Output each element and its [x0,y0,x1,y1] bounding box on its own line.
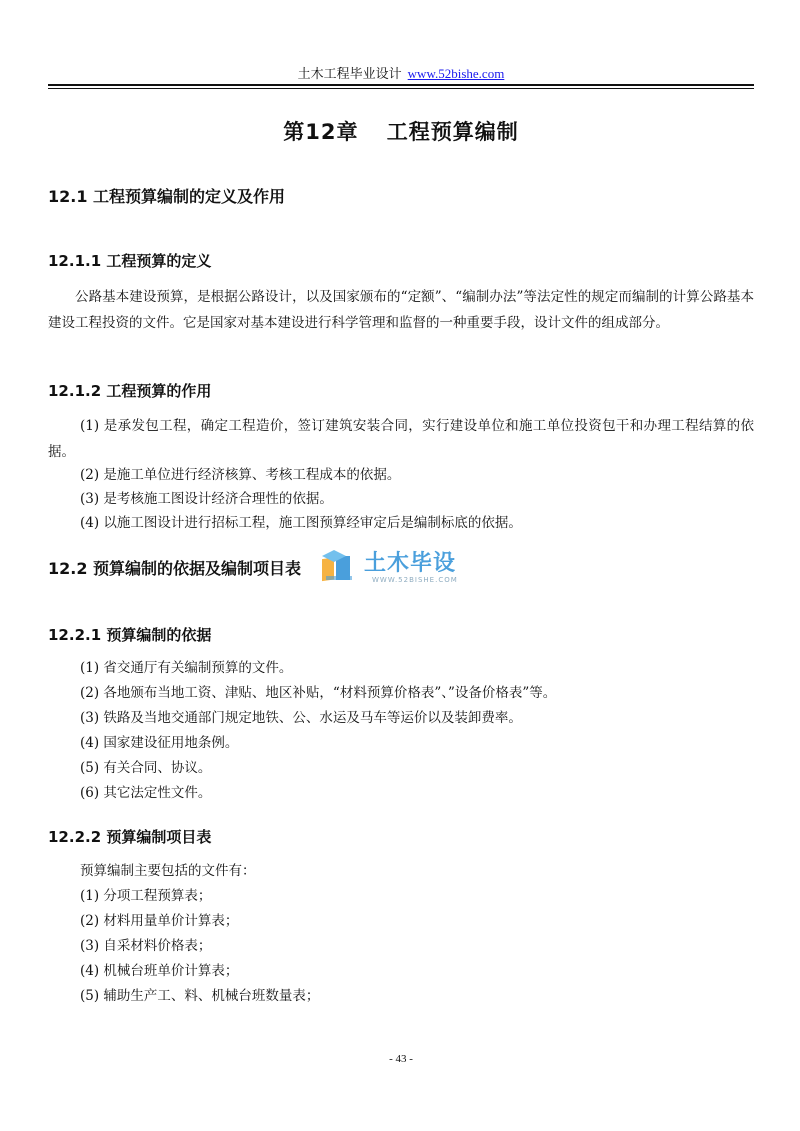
list-item: (2) 是施工单位进行经济核算、考核工程成本的依据。 [80,467,401,483]
watermark-title: 土木毕设 [364,550,457,576]
page-header [48,66,754,82]
list-item: (2) 材料用量单价计算表； [80,913,239,929]
chapter-title: 第12章 工程预算编制 [283,120,519,144]
watermark-url: WWW.52BISHE.COM [372,575,458,584]
list-item: (2) 各地颁布当地工资、津贴、地区补贴，“材料预算价格表”、”设备价格表”等。 [80,685,557,701]
section-12-2-title: 12.2 预算编制的依据及编制项目表 [48,559,302,578]
list-item: (6) 其它法定性文件。 [80,785,212,801]
header-rule-thin [48,88,754,89]
page-number: - 43 - [389,1053,413,1065]
list-item: (1) 省交通厅有关编制预算的文件。 [80,660,293,676]
list-item: (3) 是考核施工图设计经济合理性的依据。 [80,491,333,507]
section-12-2-2-title: 12.2.2 预算编制项目表 [48,828,212,846]
list-item: (4) 机械台班单价计算表； [80,963,239,979]
list-item: (1) 是承发包工程，确定工程造价，签订建筑安装合同，实行建设单位和施工单位投资包干和办理工程结算的依据。 [48,418,754,460]
list-item: (3) 自采材料价格表； [80,938,212,954]
list-item: (4) 以施工图设计进行招标工程，施工图预算经审定后是编制标底的依据。 [80,515,522,531]
list-item: (3) 铁路及当地交通部门规定地铁、公、水运及马车等运价以及装卸费率。 [80,710,522,726]
list-item: (5) 有关合同、协议。 [80,760,212,776]
section-12-2-2-intro: 预算编制主要包括的文件有： [80,863,256,879]
section-12-1-1-title: 12.1.1 工程预算的定义 [48,252,212,270]
book-logo-icon [316,546,360,590]
header-title: 土木工程毕业设计 [297,66,402,81]
section-12-1-1-body: 公路基本建设预算，是根据公路设计，以及国家颁布的“定额”、“编制办法”等法定性的规定而编制的计算公路基本建设工程投资的文件。它是国家对基本建设进行科学管理和监督的一种重要手段，设计文件的组成部分。 [48,289,754,331]
section-12-1-2-title: 12.1.2 工程预算的作用 [48,382,212,400]
watermark-logo [316,544,486,592]
section-12-2-1-title: 12.2.1 预算编制的依据 [48,626,212,644]
list-item: (5) 辅助生产工、料、机械台班数量表； [80,988,320,1004]
list-item: (1) 分项工程预算表； [80,888,212,904]
header-rule-thick [48,84,754,86]
section-12-1-title: 12.1 工程预算编制的定义及作用 [48,187,286,206]
list-item: (4) 国家建设征用地条例。 [80,735,239,751]
header-link[interactable]: www.52bishe.com [407,66,505,81]
